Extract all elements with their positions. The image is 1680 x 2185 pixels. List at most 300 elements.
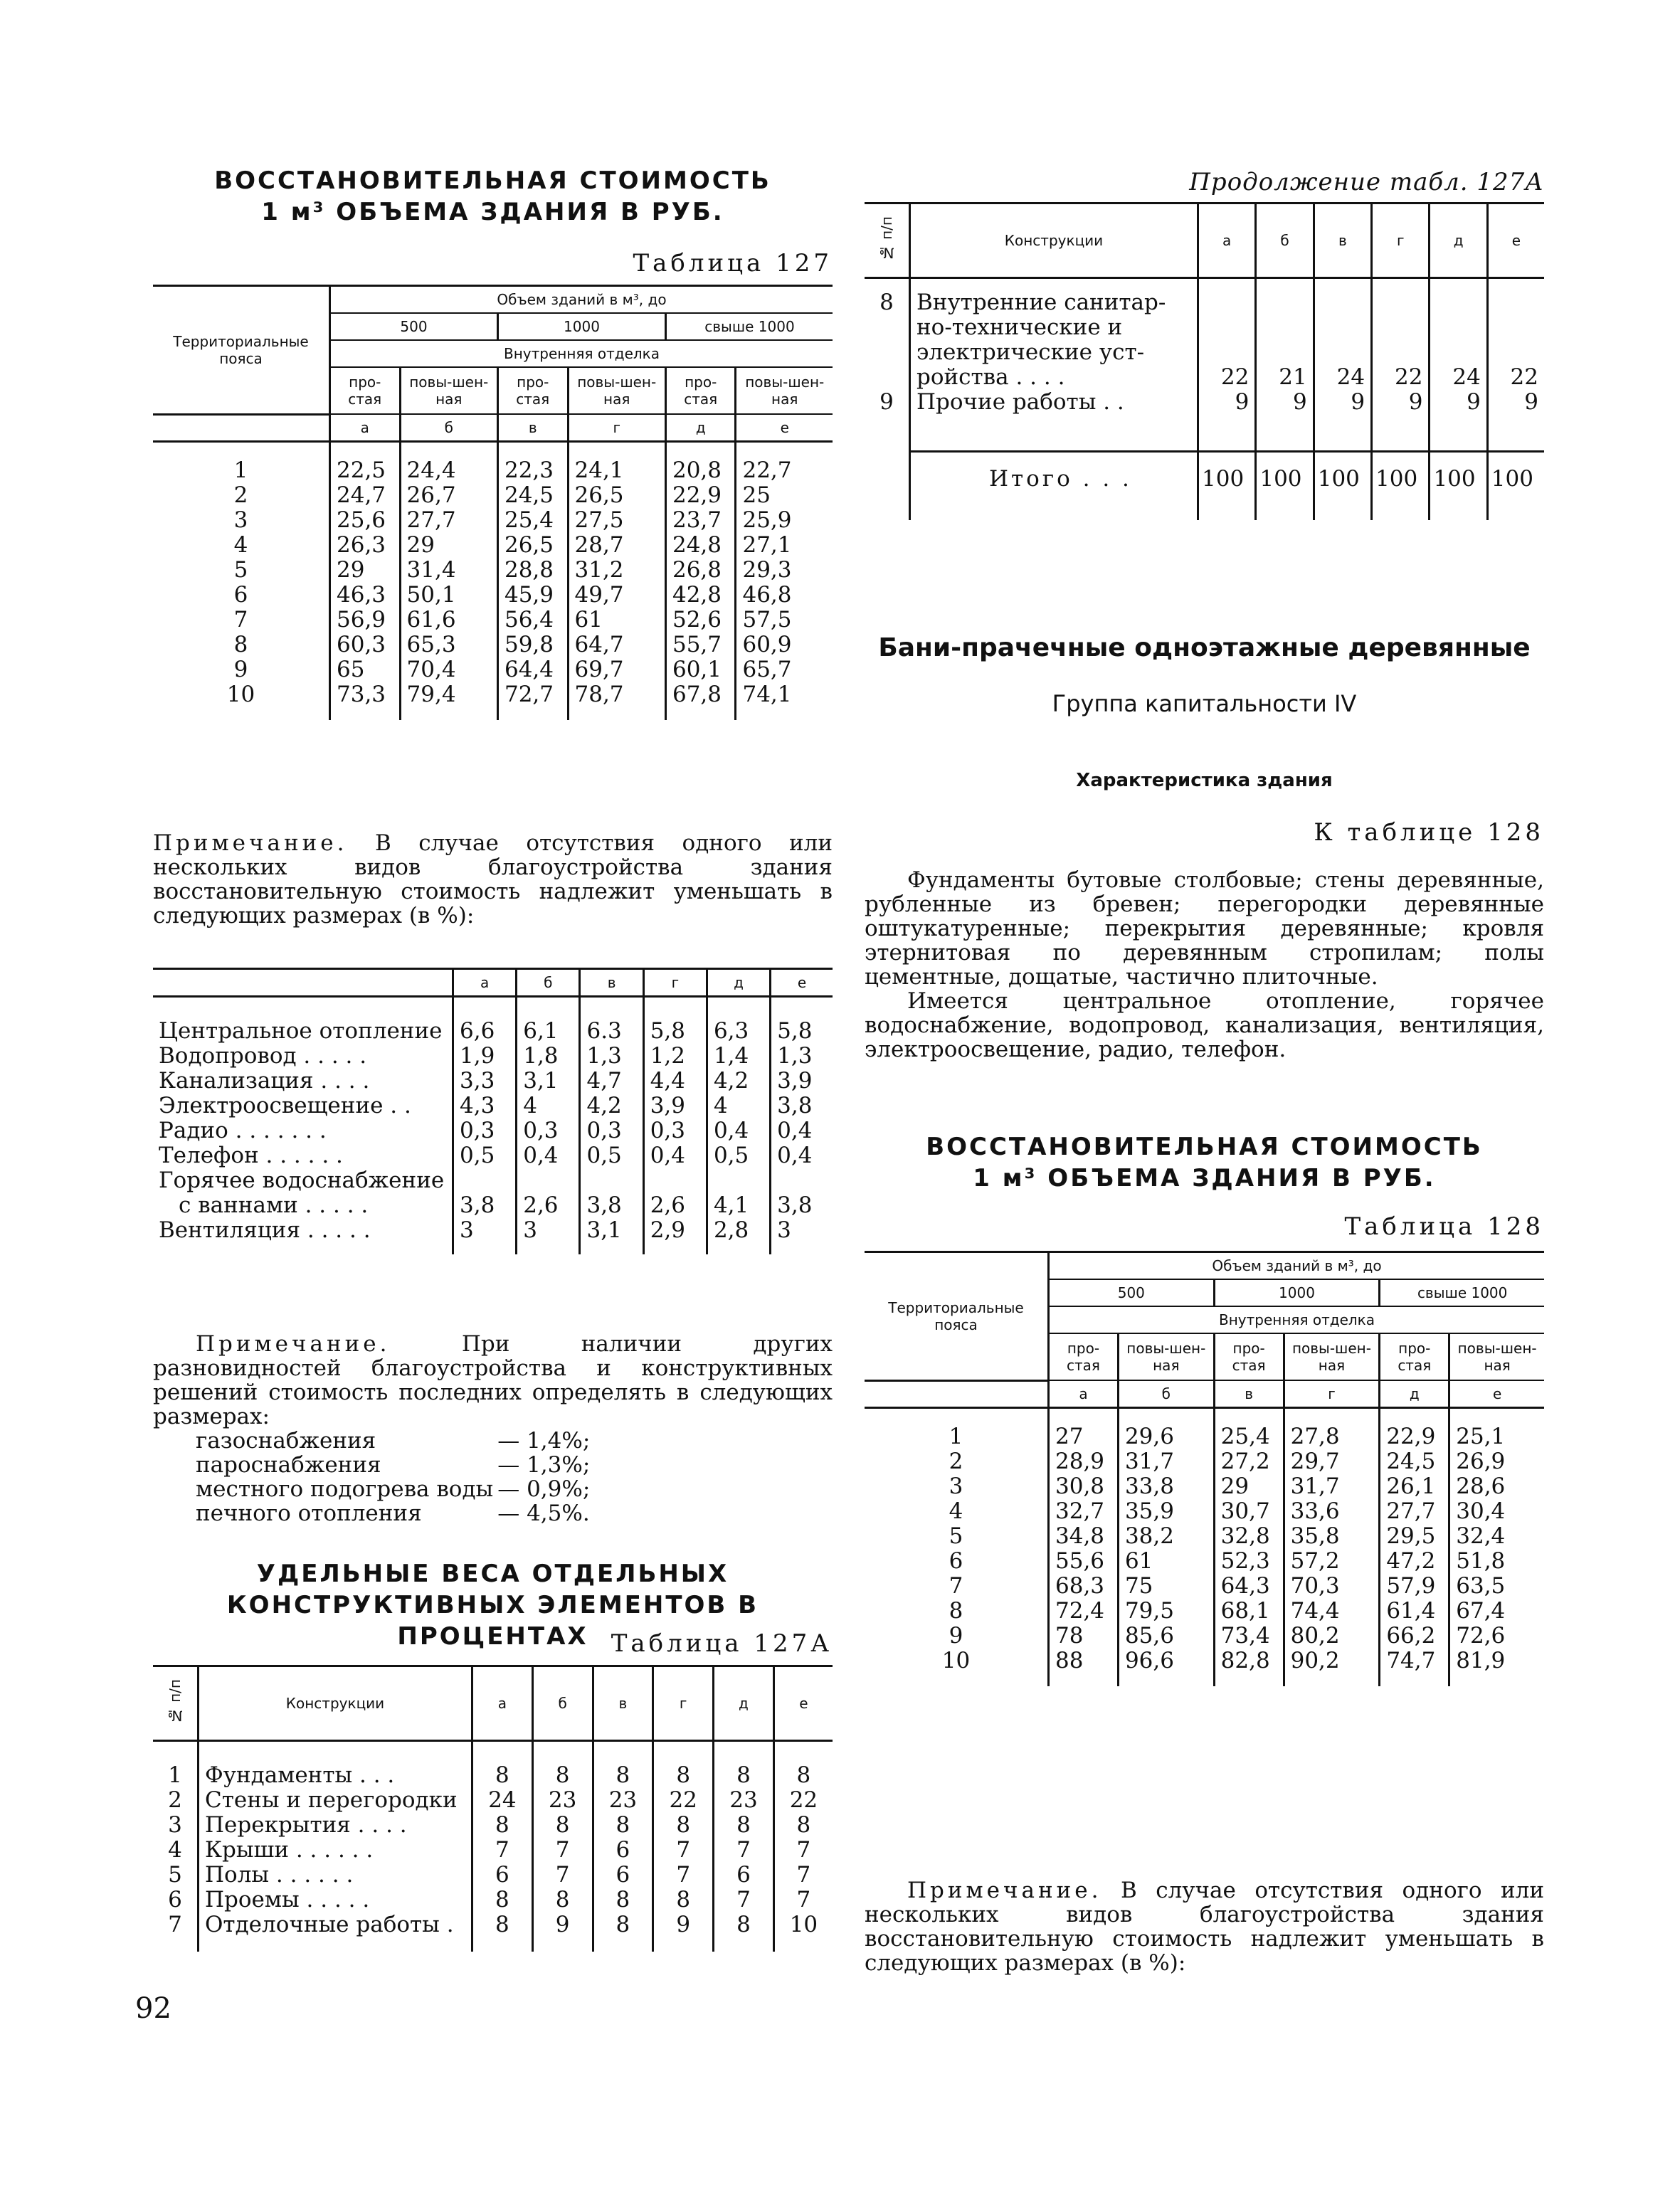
amenity-value: 2,8 <box>707 1218 770 1254</box>
value-cell: 79,5 <box>1118 1599 1214 1624</box>
table-127 <box>153 285 833 720</box>
amenity-value: 2,6 <box>643 1193 707 1218</box>
value-cell: 26,9 <box>1449 1449 1544 1474</box>
value-cell: 42,8 <box>665 583 736 608</box>
value-cell: 29 <box>330 558 401 583</box>
cont-b-header: б <box>1256 203 1314 278</box>
total-g: 100 <box>1372 452 1430 521</box>
row9-e: 9 <box>1487 390 1544 452</box>
cont-d-header: д <box>1430 203 1487 278</box>
table-row <box>153 1069 833 1094</box>
value-cell: 75 <box>1118 1574 1214 1599</box>
list-item <box>196 1501 594 1525</box>
value-cell: 30,8 <box>1049 1474 1119 1499</box>
table-127a <box>153 1665 833 1952</box>
weight-value: 8 <box>593 1813 653 1838</box>
weight-value: 8 <box>773 1741 833 1789</box>
simple-a: про-стая <box>330 367 401 414</box>
amenity-value: 3,8 <box>771 1094 833 1118</box>
col-zone-header: Территориальные пояса <box>153 286 330 415</box>
table-row <box>865 1449 1544 1474</box>
table-row <box>153 657 833 682</box>
value-cell: 64,4 <box>497 657 568 682</box>
weight-value: 9 <box>653 1912 714 1952</box>
col-volume-header: Объем зданий в м³, до <box>330 286 833 314</box>
value-cell: 35,9 <box>1118 1499 1214 1524</box>
weight-value: 8 <box>593 1888 653 1912</box>
letter-b: б <box>400 414 497 442</box>
value-cell: 45,9 <box>497 583 568 608</box>
value-cell: 29,3 <box>736 558 833 583</box>
table-row <box>865 1649 1544 1686</box>
extra-value: — 1,4%; <box>497 1428 591 1454</box>
vol-1000: 1000 <box>497 313 665 340</box>
table-127-label: Таблица 127 <box>633 249 833 277</box>
amenity-label: Вентиляция . . . . . <box>159 1217 371 1243</box>
table-row <box>865 278 1544 391</box>
table-127a-continuation-label: Продолжение табл. 127А <box>1189 168 1544 196</box>
value-cell: 68,3 <box>1049 1574 1119 1599</box>
b-header: б <box>532 1666 593 1741</box>
table-row <box>153 1094 833 1118</box>
row8-a: 22 <box>1198 278 1256 391</box>
value-cell: 29,5 <box>1380 1524 1449 1549</box>
value-cell: 28,8 <box>497 558 568 583</box>
weight-value: 22 <box>773 1788 833 1813</box>
value-cell: 60,3 <box>330 633 401 657</box>
table-row <box>153 608 833 633</box>
value-cell: 64,3 <box>1214 1574 1284 1599</box>
bath-paragraph-1: Фундаменты бутовые столбовые; стены деревянные, рубленные из бревен; перегородки деревянные оштукатуренные; перекрытия деревянные; кровля этернитовая по деревянным стропилам; полы цементные, дощатые, частично плиточные. <box>865 867 1544 990</box>
t128-letter-g: г <box>1284 1380 1380 1408</box>
amenity-label: Центральное отопление <box>159 1018 443 1044</box>
value-cell: 28,7 <box>568 533 665 558</box>
weight-value: 8 <box>653 1741 714 1789</box>
table-row <box>153 1193 833 1218</box>
row-number: 5 <box>168 1862 182 1888</box>
weight-value: 8 <box>472 1741 533 1789</box>
table-row <box>153 1788 833 1813</box>
title-127a-line-2: КОНСТРУКТИВНЫХ ЭЛЕМЕНТОВ В ПРОЦЕНТАХ <box>226 1591 759 1651</box>
table-row <box>865 1474 1544 1499</box>
weight-value: 6 <box>593 1863 653 1888</box>
improved-g: повы-шен-ная <box>568 367 665 414</box>
amenity-label: Канализация . . . . <box>159 1068 370 1094</box>
value-cell: 80,2 <box>1284 1624 1380 1649</box>
table-row <box>153 1813 833 1838</box>
value-cell: 28,6 <box>1449 1474 1544 1499</box>
value-cell: 24,1 <box>568 442 665 484</box>
value-cell: 63,5 <box>1449 1574 1544 1599</box>
zone-cell: 10 <box>941 1648 971 1673</box>
row9-b: 9 <box>1256 390 1314 452</box>
table-127a-body <box>153 1741 833 1952</box>
t128-simple-v: про-стая <box>1214 1333 1284 1380</box>
zone-cell: 6 <box>949 1548 963 1574</box>
value-cell: 66,2 <box>1380 1624 1449 1649</box>
zone-cell: 10 <box>226 682 255 707</box>
t128-improved-g: повы-шен-ная <box>1284 1333 1380 1380</box>
amen-letter-d: д <box>707 969 770 997</box>
letter-e: е <box>736 414 833 442</box>
table-row <box>153 1044 833 1069</box>
amenity-value: 0,3 <box>517 1118 580 1143</box>
amenity-value: 3,1 <box>517 1069 580 1094</box>
row8-no: 8 <box>879 290 894 315</box>
value-cell: 27,7 <box>1380 1499 1449 1524</box>
table-row <box>153 483 833 508</box>
weight-value: 7 <box>532 1838 593 1863</box>
value-cell: 51,8 <box>1449 1549 1544 1574</box>
amenity-value: 4 <box>707 1094 770 1118</box>
table-row <box>153 1218 833 1254</box>
value-cell: 65,7 <box>736 657 833 682</box>
weight-value: 9 <box>532 1912 593 1952</box>
value-cell: 27,1 <box>736 533 833 558</box>
weight-value: 8 <box>532 1813 593 1838</box>
list-item <box>196 1477 594 1501</box>
amenity-value: 0,4 <box>771 1143 833 1168</box>
a-header: а <box>472 1666 533 1741</box>
list-item <box>196 1429 594 1453</box>
amenity-value: 6.3 <box>580 997 643 1044</box>
t128-simple-a: про-стая <box>1049 1333 1119 1380</box>
table-row <box>865 1499 1544 1524</box>
vol-over-1000: свыше 1000 <box>665 313 833 340</box>
cont-e-header: е <box>1487 203 1544 278</box>
row9-label: Прочие работы . . <box>910 390 1198 452</box>
title-127a-line-1: УДЕЛЬНЫЕ ВЕСА ОТДЕЛЬНЫХ <box>256 1560 729 1588</box>
value-cell: 29,7 <box>1284 1449 1380 1474</box>
amenity-value: 4,2 <box>580 1094 643 1118</box>
value-cell: 30,4 <box>1449 1499 1544 1524</box>
table-128-label: Таблица 128 <box>1344 1212 1544 1241</box>
amen-letter-e: е <box>771 969 833 997</box>
table-127a-continued <box>865 202 1544 520</box>
value-cell: 25 <box>736 483 833 508</box>
value-cell: 31,7 <box>1284 1474 1380 1499</box>
value-cell: 29 <box>400 533 497 558</box>
improved-e: повы-шен-ная <box>736 367 833 414</box>
value-cell: 29,6 <box>1118 1408 1214 1450</box>
amenity-value: 4,7 <box>580 1069 643 1094</box>
t128-simple-d: про-стая <box>1380 1333 1449 1380</box>
d-header: д <box>714 1666 774 1741</box>
value-cell: 31,7 <box>1118 1449 1214 1474</box>
value-cell: 50,1 <box>400 583 497 608</box>
weight-value: 8 <box>714 1741 774 1789</box>
characteristic-heading: Характеристика здания <box>1076 770 1333 791</box>
amenity-value: 6,3 <box>707 997 770 1044</box>
value-cell: 25,1 <box>1449 1408 1544 1450</box>
g-header: г <box>653 1666 714 1741</box>
weight-value: 7 <box>653 1863 714 1888</box>
row8-g: 22 <box>1372 278 1430 391</box>
value-cell: 57,9 <box>1380 1574 1449 1599</box>
amenity-value: 3,9 <box>643 1094 707 1118</box>
amenity-label: Водопровод . . . . . <box>159 1043 367 1069</box>
amen-letter-a: а <box>453 969 517 997</box>
table-128 <box>865 1251 1544 1686</box>
cont-col-no-header: № п/п <box>865 203 910 278</box>
weight-value: 8 <box>653 1888 714 1912</box>
amenity-value <box>771 1168 833 1193</box>
value-cell: 25,6 <box>330 508 401 533</box>
table-128-title <box>865 1131 1544 1194</box>
value-cell: 61 <box>1118 1549 1214 1574</box>
extras-list <box>196 1429 594 1525</box>
weight-value: 8 <box>593 1741 653 1789</box>
value-cell: 35,8 <box>1284 1524 1380 1549</box>
total-a: 100 <box>1198 452 1256 521</box>
value-cell: 74,4 <box>1284 1599 1380 1624</box>
t128-letter-e: е <box>1449 1380 1544 1408</box>
weight-value: 7 <box>773 1838 833 1863</box>
amenity-value: 4,3 <box>453 1094 517 1118</box>
value-cell: 68,1 <box>1214 1599 1284 1624</box>
amen-note-text: При наличии других разновидностей благоустройства и конструктивных решений стоимость последних определять в следующих размерах: <box>153 1331 833 1429</box>
value-cell: 38,2 <box>1118 1524 1214 1549</box>
amenity-value: 4,2 <box>707 1069 770 1094</box>
value-cell: 26,8 <box>665 558 736 583</box>
weight-value: 8 <box>472 1813 533 1838</box>
weight-value: 8 <box>532 1741 593 1789</box>
title-128-line-1: ВОССТАНОВИТЕЛЬНАЯ СТОИМОСТЬ <box>926 1133 1483 1161</box>
amen-note-label: Примечание. <box>196 1331 391 1357</box>
value-cell: 22,9 <box>665 483 736 508</box>
amenity-value <box>580 1168 643 1193</box>
value-cell: 24,5 <box>1380 1449 1449 1474</box>
vol-500: 500 <box>330 313 498 340</box>
weight-value: 8 <box>472 1888 533 1912</box>
table-row <box>865 1574 1544 1599</box>
construction-label: Полы . . . . . . <box>199 1863 472 1888</box>
amenity-value: 2,9 <box>643 1218 707 1254</box>
table-row <box>153 583 833 608</box>
row-number: 7 <box>168 1912 182 1937</box>
value-cell: 27 <box>1049 1408 1119 1450</box>
row9-g: 9 <box>1372 390 1430 452</box>
row8-e: 22 <box>1487 278 1544 391</box>
row9-a: 9 <box>1198 390 1256 452</box>
weight-value: 7 <box>472 1838 533 1863</box>
row8-label: Внутренние санитар- но-технические и электрические уст- ройства . . . . <box>910 278 1198 391</box>
construction-label: Перекрытия . . . . <box>199 1813 472 1838</box>
zone-cell: 1 <box>949 1424 963 1449</box>
value-cell: 60,1 <box>665 657 736 682</box>
table-row <box>153 508 833 533</box>
table-row <box>865 1524 1544 1549</box>
amenity-value: 2,6 <box>517 1193 580 1218</box>
construction-label: Отделочные работы . <box>199 1912 472 1952</box>
weight-value: 8 <box>714 1912 774 1952</box>
weight-value: 8 <box>773 1813 833 1838</box>
value-cell: 26,5 <box>568 483 665 508</box>
total-e: 100 <box>1487 452 1544 521</box>
value-cell: 34,8 <box>1049 1524 1119 1549</box>
amen-header-spacer <box>153 969 453 997</box>
value-cell: 26,1 <box>1380 1474 1449 1499</box>
t128-letter-a: а <box>1049 1380 1119 1408</box>
value-cell: 28,9 <box>1049 1449 1119 1474</box>
value-cell: 72,6 <box>1449 1624 1544 1649</box>
amenities-table <box>153 968 833 1254</box>
value-cell: 52,6 <box>665 608 736 633</box>
table-128-body <box>865 1408 1544 1687</box>
total-d: 100 <box>1430 452 1487 521</box>
amenity-value: 3,8 <box>580 1193 643 1218</box>
value-cell: 33,6 <box>1284 1499 1380 1524</box>
construction-label: Проемы . . . . . <box>199 1888 472 1912</box>
note-label: Примечание. <box>153 830 348 856</box>
weight-value: 7 <box>714 1888 774 1912</box>
weight-value: 7 <box>773 1888 833 1912</box>
weight-value: 6 <box>472 1863 533 1888</box>
value-cell: 78 <box>1049 1624 1119 1649</box>
t128-note-text: В случае отсутствия одного или нескольких видов благоустройства здания восстановительную стоимость надлежит уменьшать в следующих размерах (в %): <box>865 1878 1545 1976</box>
value-cell: 56,4 <box>497 608 568 633</box>
row-number: 2 <box>168 1787 182 1813</box>
letter-d: д <box>665 414 736 442</box>
amenity-value: 3 <box>517 1218 580 1254</box>
value-cell: 24,8 <box>665 533 736 558</box>
table-row <box>153 997 833 1044</box>
amenity-label: Телефон . . . . . . <box>159 1143 343 1168</box>
t128-improved-e: повы-шен-ная <box>1449 1333 1544 1380</box>
value-cell: 61,4 <box>1380 1599 1449 1624</box>
extra-label: печного отопления <box>196 1501 422 1526</box>
value-cell: 33,8 <box>1118 1474 1214 1499</box>
table-row <box>153 1838 833 1863</box>
weight-value: 6 <box>714 1863 774 1888</box>
value-cell: 70,3 <box>1284 1574 1380 1599</box>
table-row <box>153 533 833 558</box>
t128-letter-row-spacer <box>865 1380 1049 1408</box>
amenity-value: 1,3 <box>580 1044 643 1069</box>
table-row <box>153 1741 833 1789</box>
table-row <box>865 390 1544 452</box>
amenity-value: 0,3 <box>453 1118 517 1143</box>
value-cell: 73,4 <box>1214 1624 1284 1649</box>
value-cell: 46,8 <box>736 583 833 608</box>
finish-header: Внутренняя отделка <box>330 340 833 367</box>
zone-cell: 9 <box>949 1623 963 1649</box>
amenities-body <box>153 997 833 1255</box>
value-cell: 56,9 <box>330 608 401 633</box>
amenity-value <box>643 1168 707 1193</box>
value-cell: 22,7 <box>736 442 833 484</box>
bath-paragraph-2: Имеется центральное отопление, горячее водоснабжение, водопровод, канализация, вентиляция, электроосвещение, радио, телефон. <box>865 988 1544 1062</box>
cont-col-constr-header: Конструкции <box>910 203 1198 278</box>
table-row <box>865 1599 1544 1624</box>
zone-cell: 6 <box>233 582 248 608</box>
amenity-label: Радио . . . . . . . <box>159 1118 327 1143</box>
total-no-spacer <box>865 452 910 521</box>
amenity-value: 4 <box>517 1094 580 1118</box>
table-127-note <box>153 831 833 928</box>
amenity-value: 5,8 <box>771 997 833 1044</box>
value-cell: 22,9 <box>1380 1408 1449 1450</box>
amenity-value: 3,3 <box>453 1069 517 1094</box>
amenity-value: 0,4 <box>707 1118 770 1143</box>
amenities-note <box>153 1332 833 1525</box>
list-item <box>196 1453 594 1477</box>
amenity-value: 3,1 <box>580 1218 643 1254</box>
amenity-value <box>707 1168 770 1193</box>
value-cell: 27,8 <box>1284 1408 1380 1450</box>
value-cell: 27,7 <box>400 508 497 533</box>
table-row <box>153 1912 833 1952</box>
amenity-label: Электроосвещение . . <box>159 1093 411 1118</box>
t128-letter-d: д <box>1380 1380 1449 1408</box>
value-cell: 59,8 <box>497 633 568 657</box>
amenity-value: 4,1 <box>707 1193 770 1218</box>
value-cell: 31,4 <box>400 558 497 583</box>
zone-cell: 4 <box>233 532 248 558</box>
value-cell: 30,7 <box>1214 1499 1284 1524</box>
extra-value: — 1,3%; <box>497 1452 591 1478</box>
value-cell: 46,3 <box>330 583 401 608</box>
simple-d: про-стая <box>665 367 736 414</box>
amen-letter-v: в <box>580 969 643 997</box>
weight-value: 8 <box>653 1813 714 1838</box>
zone-cell: 4 <box>949 1498 963 1524</box>
value-cell: 90,2 <box>1284 1649 1380 1686</box>
amenity-value: 3,9 <box>771 1069 833 1094</box>
amenity-value: 0,3 <box>580 1118 643 1143</box>
title-line-1: ВОССТАНОВИТЕЛЬНАЯ СТОИМОСТЬ <box>214 166 771 195</box>
t128-vol-500: 500 <box>1049 1279 1215 1306</box>
total-label: Итого . . . <box>910 452 1198 521</box>
value-cell: 72,7 <box>497 682 568 720</box>
extra-label: местного подогрева воды <box>196 1476 494 1502</box>
col-constr-header: Конструкции <box>199 1666 472 1741</box>
note-text: В случае отсутствия одного или нескольких видов благоустройства здания восстановительную стоимость надлежит уменьшать в следующих размерах (в %): <box>153 830 833 929</box>
value-cell: 72,4 <box>1049 1599 1119 1624</box>
table-128-note <box>865 1878 1544 1975</box>
v-header: в <box>593 1666 653 1741</box>
table-row <box>153 1118 833 1143</box>
value-cell: 78,7 <box>568 682 665 720</box>
weight-value: 22 <box>653 1788 714 1813</box>
amenity-value: 3 <box>771 1218 833 1254</box>
value-cell: 24,5 <box>497 483 568 508</box>
amenity-value: 1,9 <box>453 1044 517 1069</box>
weight-value: 8 <box>472 1912 533 1952</box>
total-v: 100 <box>1314 452 1371 521</box>
construction-label: Фундаменты . . . <box>199 1741 472 1789</box>
value-cell: 61,6 <box>400 608 497 633</box>
zone-cell: 8 <box>233 632 248 657</box>
t128-letter-v: в <box>1214 1380 1284 1408</box>
table-row <box>153 1863 833 1888</box>
value-cell: 24,4 <box>400 442 497 484</box>
weight-value: 7 <box>773 1863 833 1888</box>
weight-value: 8 <box>593 1912 653 1952</box>
amenity-value: 6,1 <box>517 997 580 1044</box>
t128-vol-1000: 1000 <box>1214 1279 1380 1306</box>
amenity-value: 4,4 <box>643 1069 707 1094</box>
weight-value: 7 <box>653 1838 714 1863</box>
value-cell: 32,8 <box>1214 1524 1284 1549</box>
value-cell: 25,9 <box>736 508 833 533</box>
table-row <box>153 558 833 583</box>
table-row <box>153 442 833 484</box>
table-row <box>153 682 833 720</box>
row8-b: 21 <box>1256 278 1314 391</box>
weight-value: 23 <box>593 1788 653 1813</box>
amenity-value: 5,8 <box>643 997 707 1044</box>
